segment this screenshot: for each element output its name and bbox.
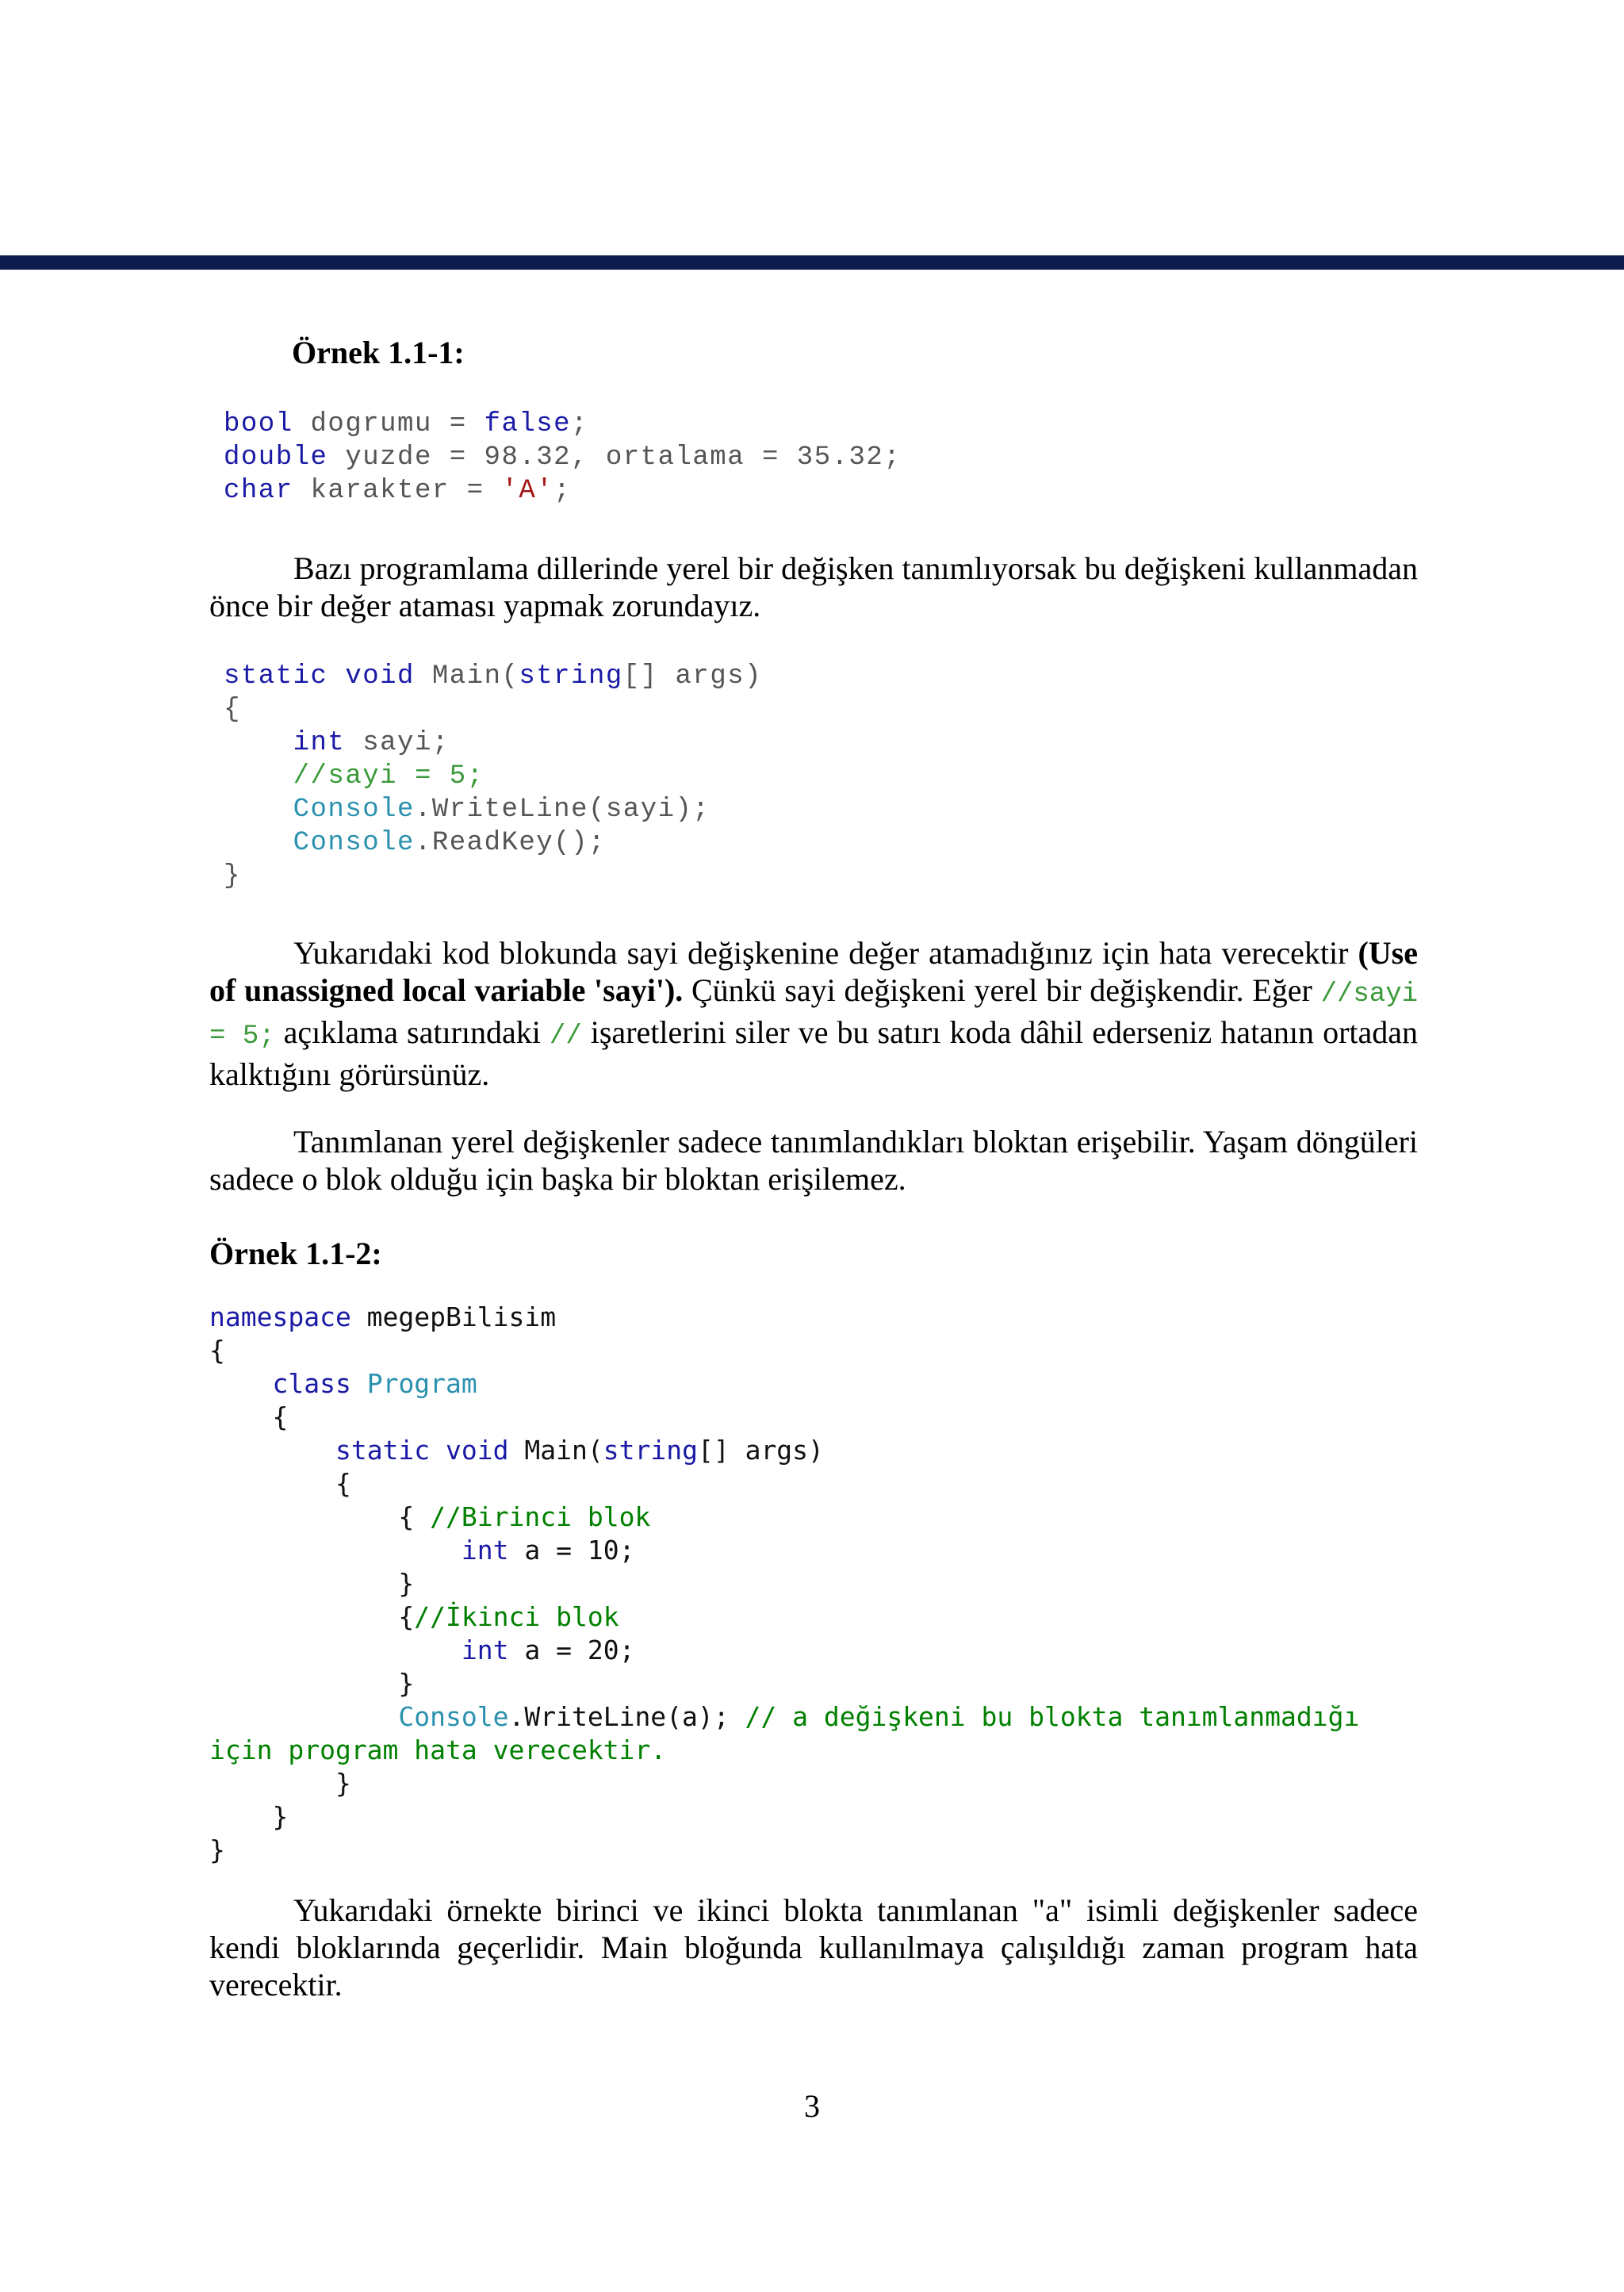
example-2-title: Örnek 1.1-2: [209, 1236, 382, 1271]
code-token: { [209, 1501, 431, 1532]
code-token: //Birinci blok [430, 1501, 651, 1532]
code-token [209, 1435, 335, 1466]
paragraph-4-text: Yukarıdaki örnekte birinci ve ikinci blokta tanımlanan "a" isimli değişkenler sadece kendi bloklarında geçerlidir. Main bloğunda kullanılmaya çalışıldığı zaman program hata verecektir. [209, 1892, 1418, 2003]
code-token: int [461, 1535, 509, 1566]
code-line [209, 1534, 1418, 1567]
code-token: } [224, 861, 241, 891]
code-token: //sayi = 5; [293, 761, 485, 791]
code-line [209, 1367, 1418, 1401]
code-token: Console [293, 828, 415, 858]
code-line [224, 474, 1432, 508]
paragraph-2 [209, 934, 1418, 1093]
code-token: //İkinci blok [414, 1601, 619, 1632]
code-token: [] args) [697, 1435, 824, 1466]
code-token: { [209, 1401, 289, 1432]
code-token [224, 728, 293, 758]
code-token [351, 1368, 367, 1399]
code-token: int [293, 728, 346, 758]
code-token: ; [571, 409, 588, 439]
code-token: .WriteLine(a); [508, 1701, 745, 1732]
code-line [224, 760, 1432, 793]
paragraph-1 [209, 550, 1418, 624]
code-token: class [272, 1368, 351, 1399]
code-line [209, 1434, 1418, 1467]
code-token: void [345, 661, 415, 692]
code-token: } [209, 1768, 351, 1799]
code-token: Console [293, 795, 415, 825]
code-token: // a değişkeni bu blokta tanımlanmadığı [745, 1701, 1360, 1732]
code-token: } [209, 1834, 225, 1865]
code-token: string [603, 1435, 698, 1466]
code-block-1 [224, 408, 1432, 508]
code-token: } [209, 1568, 415, 1599]
code-token: yuzde = 98.32, ortalama = 35.32; [327, 443, 902, 473]
code-token: .WriteLine(sayi); [414, 795, 710, 825]
code-token: [] args) [622, 661, 763, 692]
code-token: static [335, 1435, 431, 1466]
code-token: .ReadKey(); [414, 828, 606, 858]
code-token [209, 1368, 272, 1399]
paragraph-2-s2: Çünkü sayi değişkeni yerel bir değişkendir. Eğer [683, 972, 1321, 1008]
code-line [209, 1734, 1418, 1767]
code-token: dogrumu = [293, 409, 485, 439]
code-token: { [209, 1335, 225, 1366]
code-token: { [224, 695, 241, 725]
code-token [327, 661, 345, 692]
code-token: megepBilisim [350, 1301, 557, 1332]
code-token [430, 1435, 446, 1466]
code-token: double [224, 443, 328, 473]
code-block-2 [224, 660, 1432, 893]
example-1-title: Örnek 1.1-1: [292, 335, 465, 370]
code-token: Main( [414, 661, 519, 692]
code-token: string [519, 661, 623, 692]
paragraph-2-s3: açıklama satırındaki [274, 1014, 550, 1050]
code-token: namespace [209, 1301, 351, 1332]
code-line [209, 1600, 1418, 1634]
code-token: int [461, 1635, 509, 1665]
paragraph-2-code-a: //sayi = 5; [209, 979, 1418, 1052]
code-line [224, 660, 1432, 693]
code-line [224, 441, 1432, 474]
code-line [224, 693, 1432, 726]
code-token: char [224, 476, 293, 506]
code-line [209, 1467, 1418, 1501]
page-number: 3 [804, 2088, 820, 2124]
code-token: a = 10; [508, 1535, 635, 1566]
code-token: static [224, 661, 328, 692]
code-token: } [209, 1668, 415, 1699]
paragraph-2-code-b: // [549, 1021, 582, 1052]
code-line [209, 1700, 1418, 1734]
code-token: Main( [508, 1435, 603, 1466]
code-token: için program hata verecektir. [209, 1734, 667, 1765]
code-token: bool [224, 409, 293, 439]
code-token: a = 20; [508, 1635, 635, 1665]
code-line [209, 1834, 1418, 1867]
code-line [224, 408, 1432, 441]
paragraph-1-text: Bazı programlama dillerinde yerel bir değişken tanımlıyorsak bu değişkeni kullanmadan önce bir değer ataması yapmak zorundayız. [209, 550, 1418, 623]
code-token [224, 795, 293, 825]
paragraph-2-s4: işaretlerini siler ve bu satırı koda dâhil ederseniz hatanın ortadan kalktığını görürsünüz. [209, 1014, 1419, 1092]
code-line [209, 1334, 1418, 1367]
paragraph-2-error: (Use of unassigned local variable 'sayi'). [209, 935, 1418, 1008]
paragraph-3 [209, 1123, 1418, 1198]
code-token [209, 1635, 462, 1665]
code-line [209, 1501, 1418, 1534]
code-token [209, 1535, 462, 1566]
code-token: false [484, 409, 572, 439]
code-token: { [209, 1468, 351, 1499]
code-line [209, 1767, 1418, 1800]
code-line [209, 1634, 1418, 1667]
code-token: void [446, 1435, 509, 1466]
paragraph-2-text [209, 934, 1418, 1093]
code-line [224, 826, 1432, 860]
header-rule [0, 255, 1624, 270]
code-token: Program [366, 1368, 477, 1399]
code-line [224, 860, 1432, 893]
code-line [209, 1567, 1418, 1600]
code-token: ; [553, 476, 572, 506]
code-line [209, 1667, 1418, 1700]
code-token [224, 828, 293, 858]
code-line [224, 793, 1432, 826]
code-token: karakter = [293, 476, 502, 506]
code-token [224, 761, 293, 791]
code-token: } [209, 1801, 289, 1832]
code-token: Console [398, 1701, 509, 1732]
code-block-3 [209, 1301, 1418, 1867]
code-line [224, 726, 1432, 760]
code-token: { [209, 1601, 415, 1632]
code-token: sayi; [345, 728, 450, 758]
code-line [209, 1401, 1418, 1434]
paragraph-3-text: Tanımlanan yerel değişkenler sadece tanımlandıkları bloktan erişebilir. Yaşam döngüleri sadece o blok olduğu için başka bir bloktan erişilemez. [209, 1124, 1418, 1197]
paragraph-4 [209, 1891, 1418, 2003]
code-token [209, 1701, 398, 1732]
paragraph-2-s1: Yukarıdaki kod blokunda sayi değişkenine değer atamadığınız için hata verecektir [293, 935, 1349, 971]
code-line [209, 1800, 1418, 1834]
code-line [209, 1301, 1418, 1334]
code-token: 'A' [501, 476, 554, 506]
